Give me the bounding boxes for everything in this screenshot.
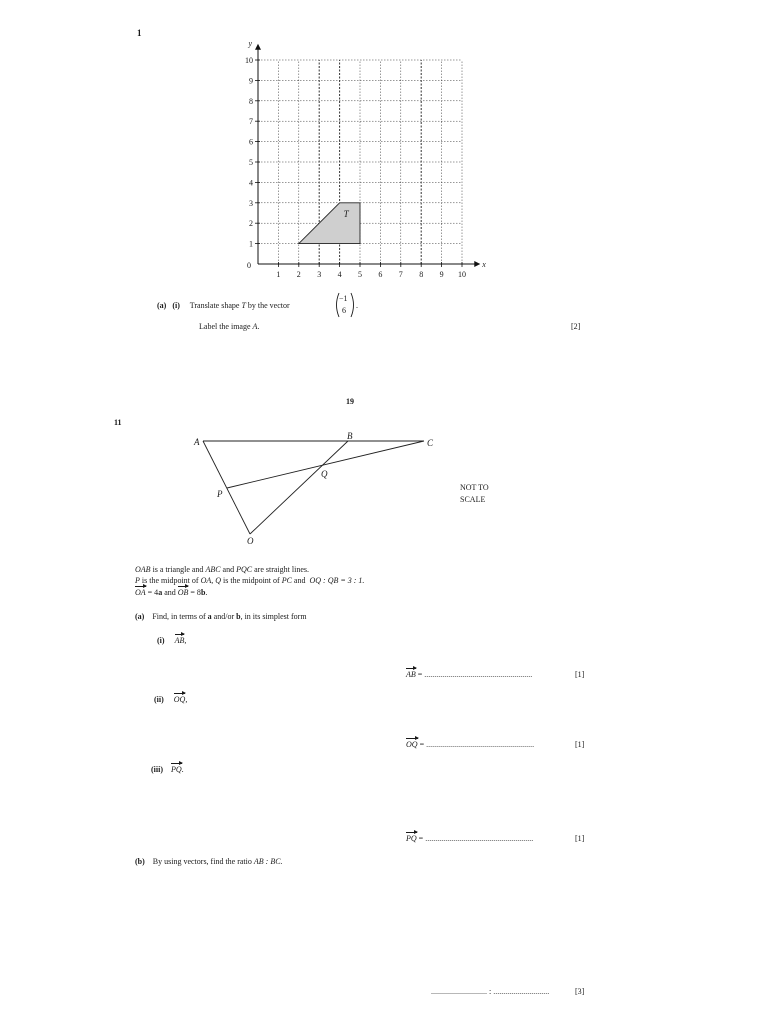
vector-b: b [236, 612, 241, 621]
subpart-label: (iii) [151, 765, 163, 774]
text: = 8 [190, 588, 201, 597]
line-ob [250, 441, 348, 534]
answer-line-pq [406, 834, 533, 843]
instruction-text: by the vector [247, 301, 290, 310]
axis-tick-labels [245, 39, 486, 279]
line-oa [203, 441, 250, 534]
x-tick-label: 6 [378, 270, 383, 279]
part-b-instruction [135, 857, 283, 866]
label-p: P [217, 489, 223, 499]
vector-ob: OB [177, 588, 189, 597]
equals: = [418, 834, 424, 843]
vector-oq: OQ [406, 740, 418, 749]
vector-pq: PQ [406, 834, 417, 843]
y-axis-arrow [255, 44, 261, 50]
shape-t-label: T [343, 209, 349, 220]
ratio-expression: AB : BC. [253, 857, 283, 866]
shape-name: T [241, 301, 246, 310]
x-tick-label: 8 [419, 270, 424, 279]
page-number: 19 [346, 397, 354, 406]
y-tick-label: 8 [249, 96, 253, 106]
equals: = [419, 740, 425, 749]
marks: [1] [575, 740, 585, 749]
part-label: (a) [157, 301, 167, 310]
marks: [3] [575, 987, 585, 996]
subpart-ii [154, 695, 187, 704]
part-a-instruction [135, 612, 307, 621]
line-name: PQC [236, 565, 253, 574]
label-o: O [247, 536, 254, 546]
vector-ab: AB [174, 636, 185, 645]
scale-text: SCALE [460, 495, 486, 504]
subpart-label: (ii) [154, 695, 164, 704]
x-tick-label: 1 [276, 270, 281, 279]
line-name: ABC [205, 565, 221, 574]
period: . [257, 322, 260, 331]
comma: , [185, 695, 188, 704]
question-number: 1 [137, 28, 142, 38]
subpart-i [157, 636, 186, 645]
colon: : [489, 987, 492, 996]
marks: [2] [571, 322, 581, 331]
vector-b: b [200, 588, 206, 597]
statement-line-2 [135, 576, 364, 585]
ratio-input-left[interactable]: ............................ [431, 987, 487, 996]
text: is a triangle and [152, 565, 204, 574]
subpart-iii [151, 765, 184, 774]
text: and [164, 588, 176, 597]
ratio-input-right[interactable]: ............................ [493, 987, 550, 996]
subpart-label: (i) [172, 301, 180, 310]
y-tick-label: 5 [249, 158, 253, 167]
y-tick-label: 10 [245, 56, 253, 65]
x-tick-label: 3 [317, 270, 322, 279]
equals: = [417, 670, 423, 679]
text: are straight lines. [254, 565, 309, 574]
vector-pq: PQ [171, 765, 182, 774]
y-tick-label: 6 [249, 137, 253, 147]
period: . [356, 301, 358, 310]
shape-t-polygon [299, 203, 360, 244]
instruction-text: Translate shape [189, 301, 240, 310]
vector-oq: OQ [173, 695, 186, 704]
x-tick-label: 5 [358, 270, 362, 279]
y-tick-label: 9 [249, 76, 253, 86]
x-axis-label: x [482, 260, 486, 269]
coordinate-grid [236, 38, 496, 284]
label-text: Label the image [199, 322, 251, 331]
column-vector [334, 292, 356, 318]
segment-name: PC [281, 576, 292, 585]
comma: , [211, 576, 214, 585]
x-axis-arrow [474, 261, 480, 267]
axes [255, 44, 480, 267]
label-a: A [194, 437, 200, 447]
label-q: Q [321, 469, 328, 479]
x-tick-label: 7 [398, 270, 403, 279]
y-axis-label: y [248, 38, 252, 48]
text: and [222, 565, 235, 574]
y-tick-label: 3 [249, 198, 253, 208]
answer-input[interactable]: ...................................................... [424, 670, 533, 679]
x-tick-label: 10 [458, 270, 466, 279]
vector-ab: AB [406, 670, 416, 679]
text: = 4 [147, 588, 159, 597]
line-pqc [227, 441, 424, 488]
text: . [205, 588, 208, 597]
shape-t [299, 203, 360, 244]
segment-name: OA [200, 576, 212, 585]
vector-oa: OA [135, 588, 146, 597]
marks: [1] [575, 834, 585, 843]
point-name: Q [215, 576, 222, 585]
triangle-diagram [190, 428, 450, 548]
origin-label: 0 [247, 261, 251, 270]
answer-line-oq [406, 740, 534, 749]
x-tick-label: 9 [439, 270, 444, 279]
text: and [293, 576, 306, 585]
x-tick-label: 4 [337, 270, 342, 279]
period: . [181, 765, 184, 774]
point-name: P [135, 576, 140, 585]
x-tick-label: 2 [296, 270, 301, 279]
text: , in its simplest form [240, 612, 307, 621]
text: By using vectors, find the ratio [152, 857, 252, 866]
y-tick-label: 1 [249, 239, 253, 249]
answer-input[interactable]: ...................................................... [425, 834, 534, 843]
text: Find, in terms of [152, 612, 206, 621]
statement-line-1 [135, 565, 309, 574]
answer-input[interactable]: ...................................................... [426, 740, 535, 749]
vector-a: a [158, 588, 163, 597]
answer-line-ab [406, 670, 532, 679]
not-to-text: NOT TO [460, 483, 489, 492]
ratio-answer-line [431, 987, 549, 996]
comma: , [184, 636, 187, 645]
not-to-scale-note [460, 482, 489, 506]
label-instruction [199, 322, 259, 331]
question-number: 11 [114, 418, 122, 427]
text: is the midpoint of [141, 576, 199, 585]
label-c: C [427, 438, 434, 448]
part-label: (b) [135, 857, 145, 866]
q1-part-a-line [157, 301, 290, 310]
marks: [1] [575, 670, 585, 679]
y-tick-label: 4 [249, 178, 253, 188]
text: and/or [213, 612, 235, 621]
part-label: (a) [135, 612, 145, 621]
text: is the midpoint of [223, 576, 280, 585]
ratio: OQ : QB = 3 : 1. [309, 576, 365, 585]
vector-a: a [207, 612, 212, 621]
label-b: B [347, 431, 353, 441]
vector-top: −1 [339, 294, 348, 303]
vector-bottom: 6 [342, 306, 346, 315]
statement-line-3 [135, 588, 207, 597]
y-tick-label: 2 [249, 219, 253, 229]
image-name: A [252, 322, 258, 331]
triangle-name: OAB [135, 565, 151, 574]
subpart-label: (i) [157, 636, 165, 645]
y-tick-label: 7 [249, 117, 253, 127]
